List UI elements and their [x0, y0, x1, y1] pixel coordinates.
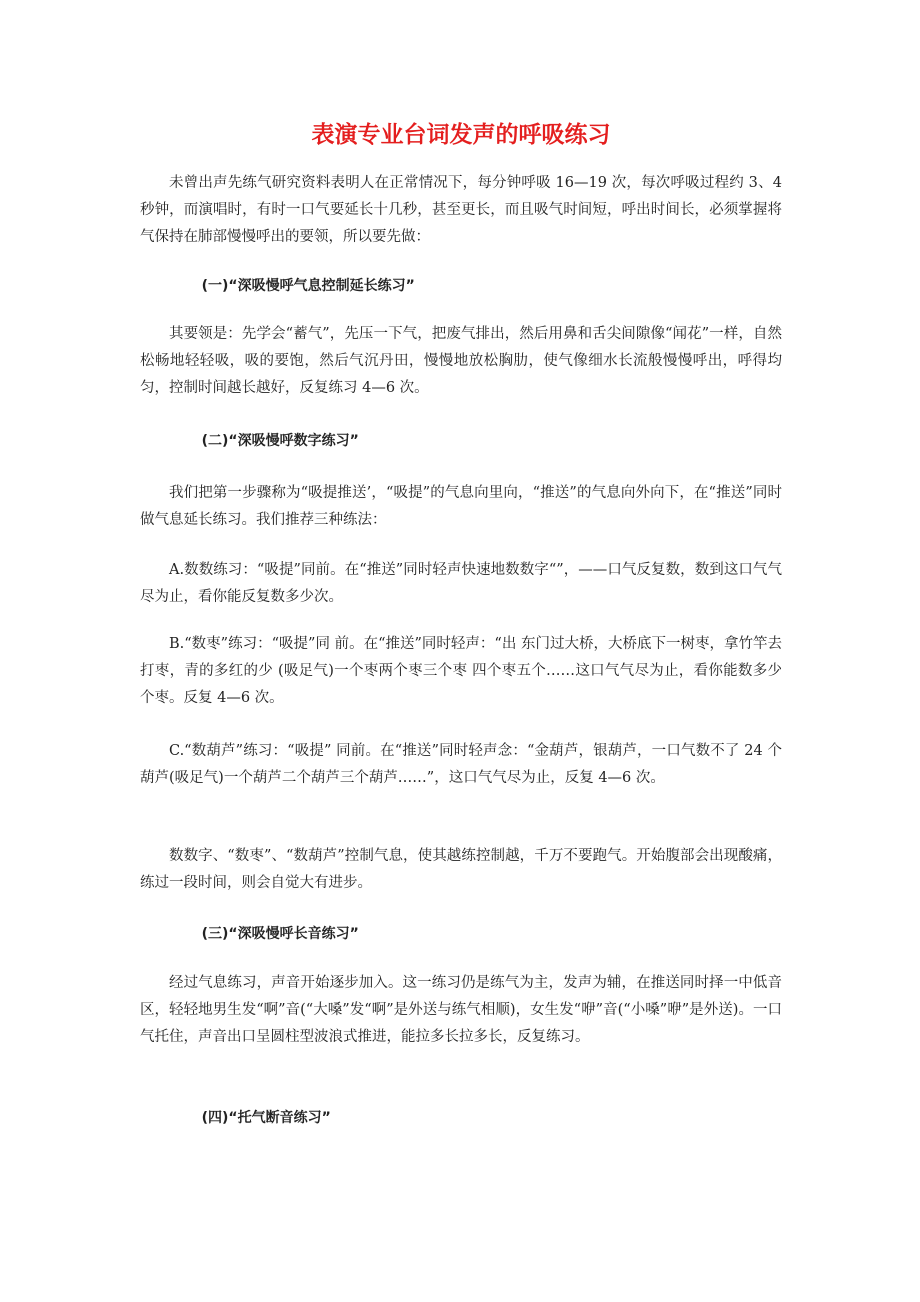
section-heading-2: (二)“深吸慢呼数字练习”: [201, 433, 359, 449]
section-2-paragraph-1: 我们把第一步骤称为“吸提推送’，“吸提”的气息向里向，“推送”的气息向外向下，在“推送”同时做气息延长练习。我们推荐三种练法：: [140, 485, 782, 528]
page-title: 表演专业台词发声的呼吸练习: [311, 122, 611, 148]
section-1-paragraph-1: 其要领是：先学会“蓄气”，先压一下气，把废气排出，然后用鼻和舌尖间隙像“闻花”一样，自然松畅地轻轻吸，吸的要饱，然后气沉丹田，慢慢地放松胸肋，使气像细水长流般慢慢呼出，呼得均匀，控制时间越长越好，反复练习 4—6 次。: [140, 326, 782, 396]
section-2-paragraph-4: C.“数葫芦”练习：“吸提” 同前。在“推送”同时轻声念：“金葫芦，银葫芦，一口气数不了 24 个葫芦(吸足气)一个葫芦二个葫芦三个葫芦……”，这口气气尽为止，反复 4—6 次。: [140, 743, 782, 786]
section-heading-4: (四)“托气断音练习”: [201, 1110, 331, 1126]
section-heading-1: (一)“深吸慢呼气息控制延长练习”: [201, 278, 415, 294]
section-2-paragraph-2: A.数数练习：“吸提”同前。在“推送”同时轻声快速地数数字“”，——口气反复数，数到这口气气尽为止，看你能反复数多少次。: [140, 562, 782, 605]
section-2-paragraph-3: B.“数枣”练习：“吸提”同 前。在“推送”同时轻声：“出 东门过大桥，大桥底下一树枣，拿竹竿去打枣，青的多红的少 (吸足气)一个枣两个枣三个枣 四个枣五个……这口气气尽为止，看你能数多少个枣。反复 4—6 次。: [140, 636, 782, 706]
section-heading-3: (三)“深吸慢呼长音练习”: [201, 926, 359, 942]
intro-paragraph: 未曾出声先练气研究资料表明人在正常情况下，每分钟呼吸 16—19 次，每次呼吸过程约 3、4 秒钟，而演唱时，有时一口气要延长十几秒，甚至更长，而且吸气时间短，呼出时间长，必须掌握将气保持在肺部慢慢呼出的要领，所以要先做：: [140, 175, 782, 245]
section-3-paragraph-1: 经过气息练习，声音开始逐步加入。这一练习仍是练气为主，发声为辅，在推送同时择一中低音区，轻轻地男生发“啊”音(“大嗓”发“啊”是外送与练气相顺)，女生发“咿”音(“小嗓”咿”是外送)。一口气托住，声音出口呈圆柱型波浪式推进，能拉多长拉多长，反复练习。: [140, 975, 782, 1045]
section-2-paragraph-5: 数数字、“数枣”、“数葫芦”控制气息，使其越练控制越，千万不要跑气。开始腹部会出现酸痛，练过一段时间，则会自觉大有进步。: [140, 848, 782, 891]
